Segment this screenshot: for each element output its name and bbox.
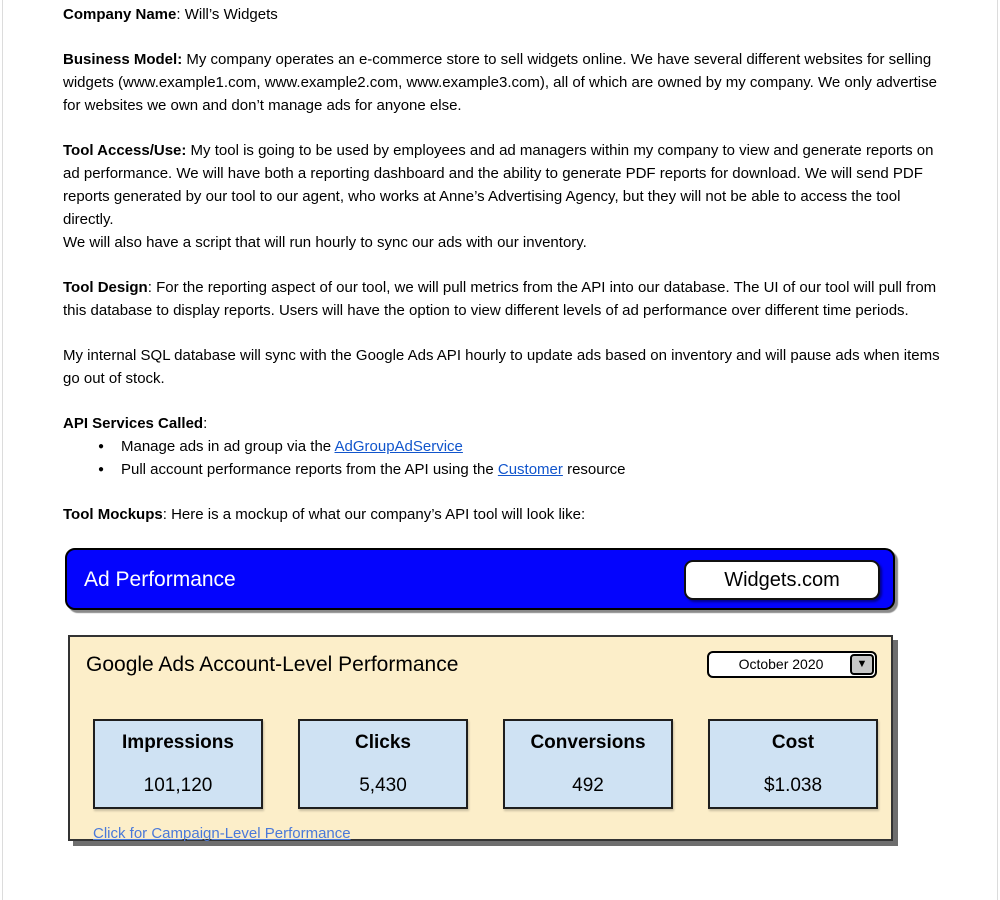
paragraph-company-name [63, 3, 941, 26]
sql-note-text: My internal SQL database will sync with the Google Ads API hourly to update ads based on inventory and will pause ads when items go out of stock. [63, 347, 940, 387]
bullet-text: Pull account performance reports from the API using the [121, 461, 498, 478]
metric-label: Cost [771, 732, 815, 753]
business-model-label: Business Model: [63, 51, 183, 68]
metric-card-cost [708, 719, 878, 809]
tool-design-label: Tool Design [63, 279, 148, 296]
mockup-app-title: Ad Performance [84, 567, 236, 591]
chevron-down-icon[interactable]: ▼ [850, 654, 874, 675]
metric-value: 492 [572, 775, 604, 796]
paragraph-tool-access [63, 139, 941, 254]
api-services-colon: : [203, 415, 208, 432]
campaign-level-link[interactable]: Click for Campaign-Level Performance [93, 825, 351, 842]
metric-value: 5,430 [359, 775, 407, 796]
business-model-text: My company operates an e-commerce store to sell widgets online. We have several different websites for selling widgets (www.example1.com, www.example2.com, www.example3.com), all of which are owned by my company. We only advertise for websites we own and don’t manage ads for anyone else. [63, 51, 937, 114]
document-page [2, 0, 998, 900]
company-name-label: Company Name [63, 6, 177, 23]
tool-design-text: : For the reporting aspect of our tool, we will pull metrics from the API into our database. The UI of our tool will pull from this database to display reports. Users will have the option to view different levels of ad performance over different time periods. [63, 279, 937, 319]
adgroupadservice-link[interactable]: AdGroupAdService [334, 438, 463, 455]
bullet-text: resource [562, 461, 626, 478]
metric-card-clicks [298, 719, 468, 809]
api-services-label: API Services Called [63, 415, 204, 432]
api-services-list [63, 435, 941, 481]
paragraph-api-services [63, 412, 941, 435]
metric-card-impressions [93, 719, 263, 809]
tool-access-label: Tool Access/Use: [63, 142, 187, 159]
document-content [3, 0, 997, 841]
date-range-value: October 2020 [738, 656, 824, 672]
tool-access-text2: We will also have a script that will run hourly to sync our ads with our inventory. [63, 234, 587, 251]
metric-label: Clicks [355, 732, 411, 753]
panel-title: Google Ads Account-Level Performance [86, 653, 459, 676]
metric-value: $1.038 [763, 775, 823, 796]
panel-header [70, 637, 891, 678]
list-item-customer [98, 458, 941, 481]
paragraph-tool-design [63, 276, 941, 322]
date-range-dropdown[interactable] [707, 651, 877, 678]
company-name-text: : Will’s Widgets [176, 6, 278, 23]
metric-value: 101,120 [143, 775, 213, 796]
metric-label: Conversions [530, 732, 646, 753]
paragraph-business-model [63, 48, 941, 117]
tool-mockups-label: Tool Mockups [63, 506, 163, 523]
tool-access-text: My tool is going to be used by employees and ad managers within my company to view and generate reports on ad performance. We will have both a reporting dashboard and the ability to generate PDF reports for download. We will send PDF reports generated by our tool to our agent, who works at Anne’s Advertising Agency, but they will not be able to access the tool directly. [63, 142, 934, 228]
metric-label: Impressions [122, 732, 234, 753]
mockup-header-bar [65, 548, 895, 610]
tool-mockups-text: : Here is a mockup of what our company’s API tool will look like: [162, 506, 586, 523]
account-performance-panel [68, 635, 893, 841]
metric-card-conversions [503, 719, 673, 809]
bullet-text: Manage ads in ad group via the [121, 438, 335, 455]
metric-cards-row [93, 719, 891, 809]
paragraph-sql-note [63, 344, 941, 390]
customer-link[interactable]: Customer [497, 461, 563, 478]
widgets-site-button[interactable]: Widgets.com [684, 560, 880, 600]
paragraph-tool-mockups [63, 503, 941, 526]
list-item-adgroupadservice [98, 435, 941, 458]
